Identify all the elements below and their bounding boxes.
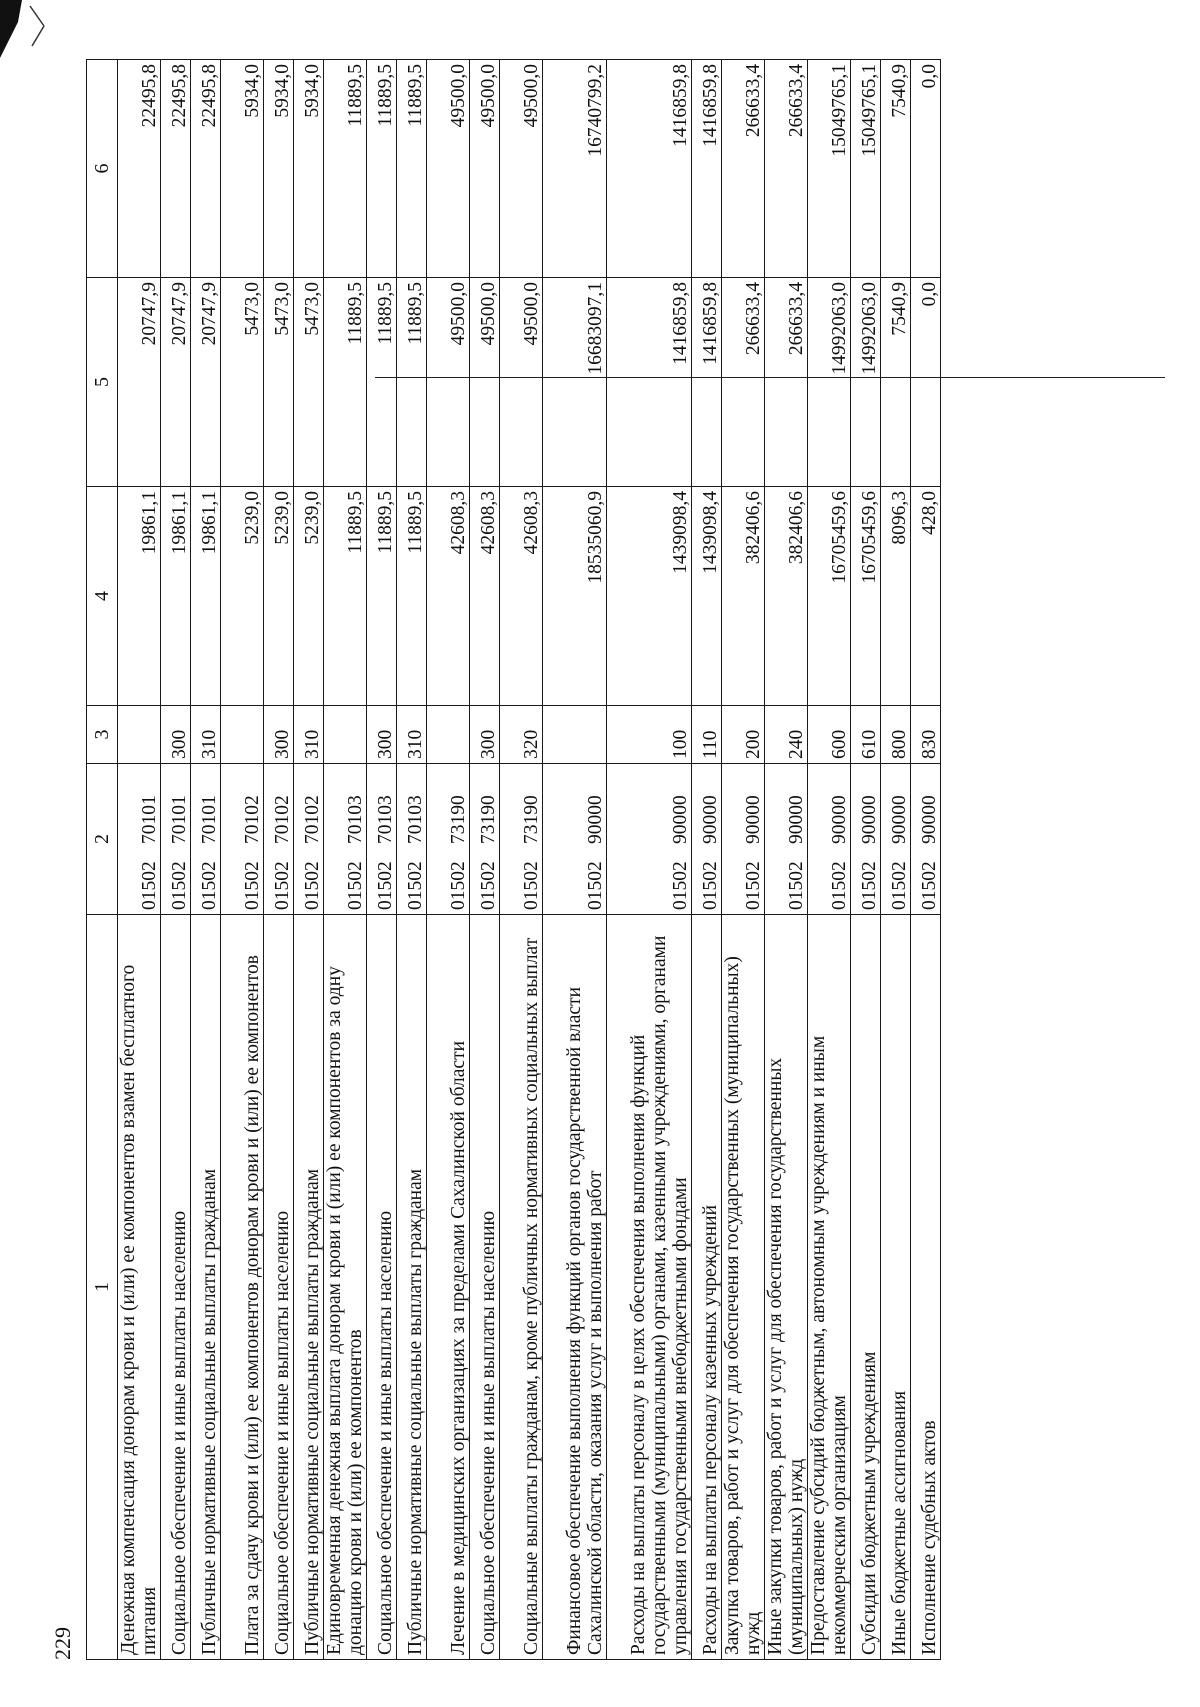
row-code-cell: [911, 764, 941, 915]
row-amount-year1-cell: 42608,3: [470, 487, 500, 706]
row-expense-type-cell: 610: [851, 706, 881, 764]
row-amount-year3-cell: 1416859,8: [607, 60, 692, 278]
row-name-cell: Предоставление субсидий бюджетным, автономным учреждениям и иным некоммерческим организациям: [808, 915, 851, 1660]
table-row: [543, 60, 607, 1660]
code-direction: 73190: [478, 795, 499, 844]
code-direction: 90000: [670, 795, 691, 844]
table-row: [427, 60, 470, 1660]
row-name-cell: Исполнение судебных актов: [911, 915, 941, 1660]
row-amount-year1-cell: 1439098,4: [607, 487, 692, 706]
row-name-cell: Публичные нормативные социальные выплаты гражданам: [191, 915, 221, 1660]
code-direction: 73190: [521, 795, 542, 844]
row-amount-year2-cell: 20747,9: [161, 278, 191, 487]
row-code-cell: [221, 764, 264, 915]
row-code-cell: [692, 764, 722, 915]
budget-table: [86, 59, 941, 1660]
header-cell: 3: [87, 706, 118, 764]
table-row: [264, 60, 294, 1660]
row-amount-year3-cell: 49500,0: [500, 60, 543, 278]
header-cell: 4: [87, 487, 118, 706]
row-amount-year3-cell: 0,0: [911, 60, 941, 278]
code-program: 01502: [375, 861, 396, 910]
row-amount-year1-cell: 382406,6: [722, 487, 765, 706]
row-amount-year1-cell: 42608,3: [427, 487, 470, 706]
row-name-cell: Социальное обеспечение и иные выплаты населению: [470, 915, 500, 1660]
code-direction: 70102: [242, 795, 263, 844]
code-direction: 70103: [405, 795, 426, 844]
row-amount-year1-cell: 382406,6: [765, 487, 808, 706]
row-amount-year2-cell: 1416859,8: [692, 278, 722, 487]
row-code-cell: [500, 764, 543, 915]
row-amount-year2-cell: 49500,0: [427, 278, 470, 487]
row-amount-year2-cell: 5473,0: [221, 278, 264, 487]
code-direction: 70101: [139, 795, 160, 844]
table-row: [397, 60, 427, 1660]
row-code-cell: [161, 764, 191, 915]
row-expense-type-cell: 830: [911, 706, 941, 764]
table-row: [851, 60, 881, 1660]
row-amount-year2-cell: 49500,0: [470, 278, 500, 487]
code-direction: 90000: [889, 795, 910, 844]
row-amount-year1-cell: 5239,0: [221, 487, 264, 706]
code-program: 01502: [786, 861, 807, 910]
row-amount-year2-cell: 11889,5: [367, 278, 397, 487]
row-code-cell: [118, 764, 161, 915]
code-program: 01502: [829, 861, 850, 910]
row-name-cell: Публичные нормативные социальные выплаты гражданам: [397, 915, 427, 1660]
row-code-cell: [191, 764, 221, 915]
row-amount-year1-cell: 428,0: [911, 487, 941, 706]
code-direction: 90000: [585, 795, 606, 844]
row-amount-year2-cell: 5473,0: [294, 278, 324, 487]
rotated-page: [50, 60, 1161, 1660]
row-amount-year2-cell: 16683097,1: [543, 278, 607, 487]
row-amount-year2-cell: 11889,5: [324, 278, 367, 487]
header-row: [87, 60, 118, 1660]
row-name-cell: Социальное обеспечение и иные выплаты населению: [161, 915, 191, 1660]
row-expense-type-cell: [221, 706, 264, 764]
row-expense-type-cell: 800: [881, 706, 911, 764]
table-row: [294, 60, 324, 1660]
header-cell: 2: [87, 764, 118, 915]
row-name-cell: Иные бюджетные ассигнования: [881, 915, 911, 1660]
row-amount-year1-cell: 8096,3: [881, 487, 911, 706]
row-amount-year3-cell: 49500,0: [470, 60, 500, 278]
code-program: 01502: [859, 861, 880, 910]
row-code-cell: [881, 764, 911, 915]
row-amount-year2-cell: 266633,4: [765, 278, 808, 487]
row-amount-year1-cell: 11889,5: [324, 487, 367, 706]
row-amount-year3-cell: 11889,5: [367, 60, 397, 278]
table-row: [607, 60, 692, 1660]
row-amount-year3-cell: 5934,0: [264, 60, 294, 278]
row-amount-year2-cell: 7540,9: [881, 278, 911, 487]
row-code-cell: [367, 764, 397, 915]
row-name-cell: Единовременная денежная выплата донорам крови и (или) ее компонентов за одну донацию крови и (или) ее компонентов: [324, 915, 367, 1660]
row-code-cell: [397, 764, 427, 915]
row-name-cell: Финансовое обеспечение выполнения функций органов государственной власти Сахалинской области, оказания услуг и выполнения работ: [543, 915, 607, 1660]
row-expense-type-cell: 310: [191, 706, 221, 764]
header-cell: 5: [87, 278, 118, 487]
row-name-cell: Социальные выплаты гражданам, кроме публичных нормативных социальных выплат: [500, 915, 543, 1660]
table-row: [911, 60, 941, 1660]
scan-corner-mark: [0, 0, 60, 60]
table-row: [500, 60, 543, 1660]
row-name-cell: Закупка товаров, работ и услуг для обеспечения государственных (муниципальных) нужд: [722, 915, 765, 1660]
table-row: [692, 60, 722, 1660]
row-amount-year2-cell: 14992063,0: [808, 278, 851, 487]
row-expense-type-cell: 240: [765, 706, 808, 764]
row-amount-year2-cell: 11889,5: [397, 278, 427, 487]
row-amount-year1-cell: 5239,0: [294, 487, 324, 706]
table-row: [881, 60, 911, 1660]
row-amount-year2-cell: 5473,0: [264, 278, 294, 487]
code-direction: 90000: [829, 795, 850, 844]
row-amount-year3-cell: 1416859,8: [692, 60, 722, 278]
row-amount-year3-cell: 22495,8: [161, 60, 191, 278]
row-amount-year1-cell: 16705459,6: [808, 487, 851, 706]
row-amount-year2-cell: 1416859,8: [607, 278, 692, 487]
code-program: 01502: [199, 861, 220, 910]
row-amount-year3-cell: 11889,5: [324, 60, 367, 278]
table-row: [808, 60, 851, 1660]
row-expense-type-cell: [427, 706, 470, 764]
code-direction: 70103: [345, 795, 366, 844]
row-name-cell: Социальное обеспечение и иные выплаты населению: [367, 915, 397, 1660]
header-cell: 6: [87, 60, 118, 278]
row-expense-type-cell: [118, 706, 161, 764]
row-amount-year1-cell: 16705459,6: [851, 487, 881, 706]
row-amount-year1-cell: 1439098,4: [692, 487, 722, 706]
code-direction: 90000: [786, 795, 807, 844]
row-amount-year1-cell: 19861,1: [118, 487, 161, 706]
code-program: 01502: [585, 861, 606, 910]
row-amount-year1-cell: 18535060,9: [543, 487, 607, 706]
table-row: [324, 60, 367, 1660]
row-name-cell: Субсидии бюджетным учреждениям: [851, 915, 881, 1660]
row-code-cell: [294, 764, 324, 915]
row-amount-year2-cell: 266633,4: [722, 278, 765, 487]
row-code-cell: [470, 764, 500, 915]
row-amount-year1-cell: 11889,5: [367, 487, 397, 706]
code-program: 01502: [700, 861, 721, 910]
code-program: 01502: [743, 861, 764, 910]
code-program: 01502: [405, 861, 426, 910]
code-program: 01502: [448, 861, 469, 910]
table-row: [221, 60, 264, 1660]
table-row: [765, 60, 808, 1660]
row-code-cell: [543, 764, 607, 915]
row-amount-year2-cell: 0,0: [911, 278, 941, 487]
row-amount-year3-cell: 15049765,1: [851, 60, 881, 278]
table-row: [367, 60, 397, 1660]
row-amount-year3-cell: 16740799,2: [543, 60, 607, 278]
row-name-cell: Плата за сдачу крови и (или) ее компонентов донорам крови и (или) ее компонентов: [221, 915, 264, 1660]
code-direction: 70102: [272, 795, 293, 844]
code-program: 01502: [670, 861, 691, 910]
code-program: 01502: [521, 861, 542, 910]
row-amount-year2-cell: 20747,9: [191, 278, 221, 487]
code-direction: 90000: [743, 795, 764, 844]
row-expense-type-cell: [324, 706, 367, 764]
row-code-cell: [765, 764, 808, 915]
row-name-cell: Денежная компенсация донорам крови и (или) ее компонентов взамен бесплатного питания: [118, 915, 161, 1660]
row-code-cell: [427, 764, 470, 915]
code-direction: 90000: [859, 795, 880, 844]
row-amount-year3-cell: 266633,4: [765, 60, 808, 278]
row-code-cell: [722, 764, 765, 915]
code-program: 01502: [272, 861, 293, 910]
code-program: 01502: [169, 861, 190, 910]
code-program: 01502: [242, 861, 263, 910]
row-expense-type-cell: 600: [808, 706, 851, 764]
table-row: [470, 60, 500, 1660]
row-name-cell: Расходы на выплаты персоналу в целях обеспечения выполнения функций государственными (муниципальными) органами, казенными учреждениями, органами управления государственными внебюджетными фондами: [607, 915, 692, 1660]
row-amount-year3-cell: 15049765,1: [808, 60, 851, 278]
row-code-cell: [264, 764, 294, 915]
table-row: [191, 60, 221, 1660]
row-amount-year3-cell: 5934,0: [221, 60, 264, 278]
row-amount-year3-cell: 22495,8: [191, 60, 221, 278]
row-code-cell: [851, 764, 881, 915]
row-amount-year2-cell: 49500,0: [500, 278, 543, 487]
code-program: 01502: [345, 861, 366, 910]
row-expense-type-cell: 300: [161, 706, 191, 764]
row-code-cell: [808, 764, 851, 915]
table-row: [161, 60, 191, 1660]
code-program: 01502: [139, 861, 160, 910]
row-amount-year3-cell: 22495,8: [118, 60, 161, 278]
code-program: 01502: [478, 861, 499, 910]
row-expense-type-cell: 300: [264, 706, 294, 764]
code-direction: 70101: [199, 795, 220, 844]
row-amount-year1-cell: 11889,5: [397, 487, 427, 706]
code-direction: 70101: [169, 795, 190, 844]
row-expense-type-cell: 310: [294, 706, 324, 764]
row-name-cell: Лечение в медицинских организациях за пределами Сахалинской области: [427, 915, 470, 1660]
row-expense-type-cell: 110: [692, 706, 722, 764]
page-number: 229: [50, 1627, 75, 1660]
row-amount-year1-cell: 5239,0: [264, 487, 294, 706]
row-amount-year2-cell: 20747,9: [118, 278, 161, 487]
row-amount-year3-cell: 266633,4: [722, 60, 765, 278]
row-amount-year3-cell: 5934,0: [294, 60, 324, 278]
code-program: 01502: [889, 861, 910, 910]
row-amount-year2-cell: 14992063,0: [851, 278, 881, 487]
row-amount-year3-cell: 7540,9: [881, 60, 911, 278]
row-expense-type-cell: [543, 706, 607, 764]
row-code-cell: [607, 764, 692, 915]
code-program: 01502: [919, 861, 940, 910]
table-row: [722, 60, 765, 1660]
row-amount-year1-cell: 19861,1: [161, 487, 191, 706]
table-row: [118, 60, 161, 1660]
row-amount-year3-cell: 49500,0: [427, 60, 470, 278]
code-direction: 73190: [448, 795, 469, 844]
row-expense-type-cell: 200: [722, 706, 765, 764]
row-expense-type-cell: 300: [470, 706, 500, 764]
row-code-cell: [324, 764, 367, 915]
row-name-cell: Социальное обеспечение и иные выплаты населению: [264, 915, 294, 1660]
header-cell: 1: [87, 915, 118, 1660]
row-name-cell: Иные закупки товаров, работ и услуг для обеспечения государственных (муниципальных) нужд: [765, 915, 808, 1660]
code-direction: 90000: [700, 795, 721, 844]
row-expense-type-cell: 100: [607, 706, 692, 764]
code-direction: 70102: [302, 795, 323, 844]
row-expense-type-cell: 300: [367, 706, 397, 764]
row-expense-type-cell: 310: [397, 706, 427, 764]
code-program: 01502: [302, 861, 323, 910]
row-expense-type-cell: 320: [500, 706, 543, 764]
row-amount-year1-cell: 42608,3: [500, 487, 543, 706]
row-amount-year1-cell: 19861,1: [191, 487, 221, 706]
row-name-cell: Расходы на выплаты персоналу казенных учреждений: [692, 915, 722, 1660]
code-direction: 90000: [919, 795, 940, 844]
row-amount-year3-cell: 11889,5: [397, 60, 427, 278]
row-name-cell: Публичные нормативные социальные выплаты гражданам: [294, 915, 324, 1660]
code-direction: 70103: [375, 795, 396, 844]
